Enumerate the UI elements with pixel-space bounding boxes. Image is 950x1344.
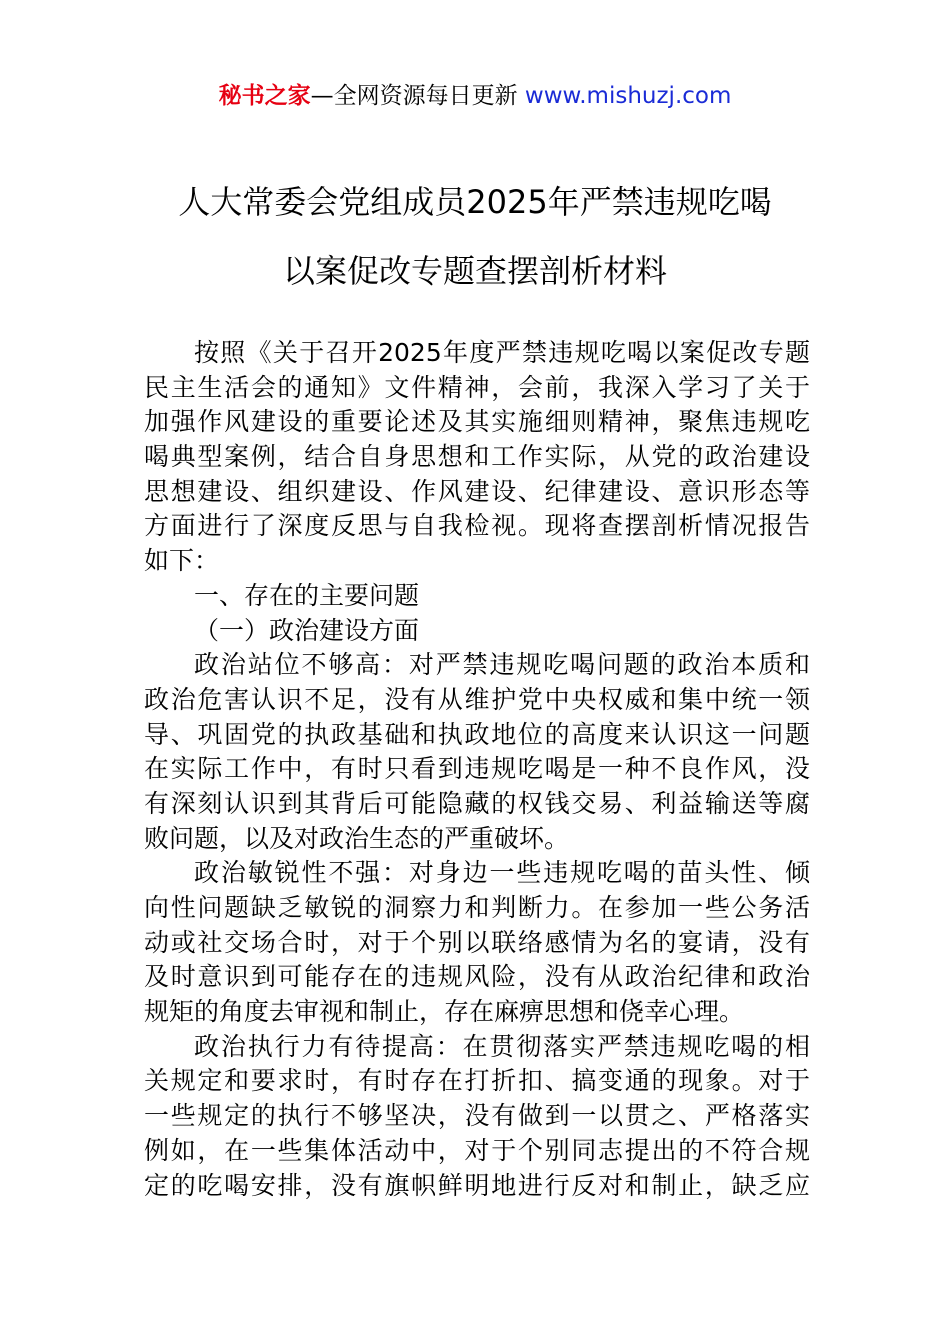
site-header — [0, 80, 950, 112]
body-line: 向性问题缺乏敏锐的洞察力和判断力。在参加一些公务活 — [144, 893, 810, 922]
body-line: 及时意识到可能存在的违规风险，没有从政治纪律和政治 — [144, 962, 810, 992]
body-line: 关规定和要求时，有时存在打折扣、搞变通的现象。对于 — [144, 1066, 810, 1096]
header-tagline: —全网资源每日更新 — [310, 83, 518, 109]
body-line: 如下： — [144, 546, 220, 576]
subsection-heading: （一）政治建设方面 — [194, 615, 420, 645]
document-title-line-1: 人大常委会党组成员2025年严禁违规吃喝 — [178, 183, 772, 221]
body-line: 喝典型案例，结合自身思想和工作实际，从党的政治建设 — [144, 442, 810, 472]
body-line: 有深刻认识到其背后可能隐藏的权钱交易、利益输送等腐 — [144, 788, 810, 818]
body-line: 定的吃喝安排，没有旗帜鲜明地进行反对和制止，缺乏应 — [144, 1170, 810, 1200]
section-heading: 一、存在的主要问题 — [194, 580, 420, 610]
body-line: 一些规定的执行不够坚决，没有做到一以贯之、严格落实 — [144, 1101, 810, 1131]
body-line: 政治危害认识不足，没有从维护党中央权威和集中统一领 — [144, 684, 810, 714]
body-line: 在实际工作中，有时只看到违规吃喝是一种不良作风，没 — [144, 754, 810, 784]
body-line: 导、巩固党的执政基础和执政地位的高度来认识这一问题 — [144, 719, 810, 749]
body-line: 加强作风建设的重要论述及其实施细则精神，聚焦违规吃 — [144, 407, 810, 437]
body-line: 思想建设、组织建设、作风建设、纪律建设、意识形态等 — [144, 476, 810, 506]
body-line: 规矩的角度去审视和制止，存在麻痹思想和侥幸心理。 — [144, 997, 745, 1027]
body-line: 方面进行了深度反思与自我检视。现将查摆剖析情况报告 — [144, 511, 810, 541]
site-url-link[interactable]: www.mishuzj.com — [524, 83, 732, 109]
body-line: 按照《关于召开2025年度严禁违规吃喝以案促改专题 — [194, 338, 810, 367]
body-line: 政治站位不够高：对严禁违规吃喝问题的政治本质和 — [194, 650, 810, 680]
brand-name: 秘书之家 — [218, 83, 311, 109]
body-line: 动或社交场合时，对于个别以联络感情为名的宴请，没有 — [144, 927, 810, 957]
document-title-line-2: 以案促改专题查摆剖析材料 — [282, 252, 667, 290]
body-line: 民主生活会的通知》文件精神，会前，我深入学习了关于 — [144, 372, 810, 402]
body-line: 政治敏锐性不强：对身边一些违规吃喝的苗头性、倾 — [194, 858, 810, 888]
body-line: 败问题，以及对政治生态的严重破坏。 — [144, 823, 570, 853]
body-line: 例如，在一些集体活动中，对于个别同志提出的不符合规 — [144, 1135, 810, 1165]
body-line: 政治执行力有待提高：在贯彻落实严禁违规吃喝的相 — [194, 1031, 810, 1061]
document-body — [144, 336, 810, 1203]
